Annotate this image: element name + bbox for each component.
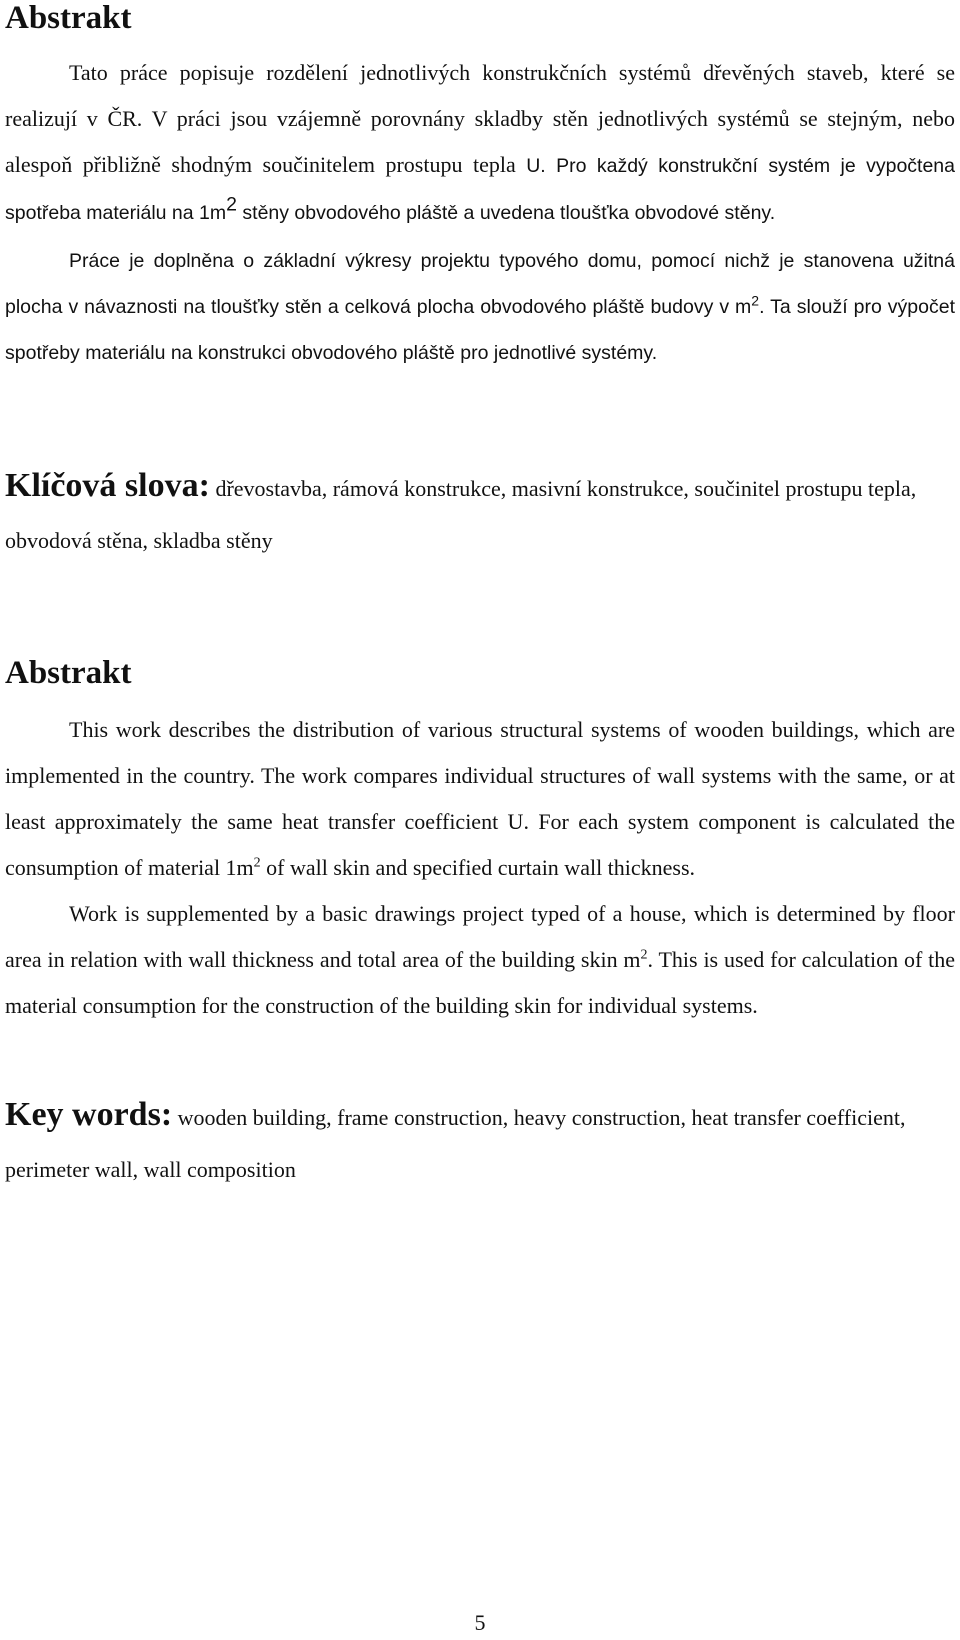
english-keywords-text: wooden building, frame construction, heavy construction, heat transfer coefficient, perimeter wall, wall composition xyxy=(5,1105,906,1182)
czech-keywords-text: dřevostavba, rámová konstrukce, masivní konstrukce, součinitel prostupu tepla, obvodová stěna, skladba stěny xyxy=(5,476,917,553)
english-p2-superscript: 2 xyxy=(640,947,648,963)
czech-p1-superscript: 2 xyxy=(226,193,237,216)
document-page xyxy=(5,0,955,1196)
czech-p1-sans-text: U. Pro každý konstrukční systém je vypočtena spotřeba materiálu na 1m xyxy=(5,155,955,224)
czech-p2-text-end: . Ta slouží pro výpočet spotřeby materiálu na konstrukci obvodového pláště pro jednotlivé systémy. xyxy=(5,296,955,364)
czech-abstract-heading: Abstrakt xyxy=(5,0,132,36)
czech-p2-superscript: 2 xyxy=(751,292,760,309)
english-p1-text-end: of wall skin and specified curtain wall thickness. xyxy=(260,855,696,880)
czech-p2-text: Práce je doplněna o základní výkresy projektu typového domu, pomocí nichž je stanovena užitná plocha v návaznosti na tloušťky stěn a celková plocha obvodového pláště budovy v m xyxy=(5,250,955,318)
czech-p1-sans-text-end: stěny obvodového pláště a uvedena tloušťka obvodové stěny. xyxy=(236,202,776,224)
page-number: 5 xyxy=(474,1610,486,1635)
english-abstract-paragraph-2 xyxy=(5,891,955,1029)
english-keywords-label: Key words: xyxy=(5,1096,173,1133)
english-abstract-heading: Abstrakt xyxy=(5,655,132,691)
czech-keywords-label: Klíčová slova: xyxy=(5,467,210,504)
english-p2-text-end: . This is used for calculation of the material consumption for the construction of the building skin for individual systems. xyxy=(5,947,956,1018)
czech-p1-serif-text: Tato práce popisuje rozdělení jednotlivých konstrukčních systémů dřevěných staveb, které se realizují v ČR. V práci jsou vzájemně porovnány skladby stěn jednotlivých systémů se stejným, nebo alespoň přibližně shodným součinitelem prostupu tepla xyxy=(5,60,955,177)
english-p1-superscript: 2 xyxy=(253,855,261,871)
czech-abstract-paragraph-2 xyxy=(5,238,955,376)
english-keywords xyxy=(5,1089,955,1196)
english-p1-text: This work describes the distribution of various structural systems of wooden buildings, which are implemented in the country. The work compares individual structures of wall systems with the same, or at least approximately the same heat transfer coefficient U. For each system component is calculated the consumption of material 1m xyxy=(5,717,955,880)
czech-abstract-paragraph-1 xyxy=(5,50,955,236)
czech-keywords xyxy=(5,460,955,567)
english-abstract-paragraph-1 xyxy=(5,707,955,891)
english-p2-text: Work is supplemented by a basic drawings project typed of a house, which is determined by floor area in relation with wall thickness and total area of the building skin m xyxy=(5,901,955,972)
